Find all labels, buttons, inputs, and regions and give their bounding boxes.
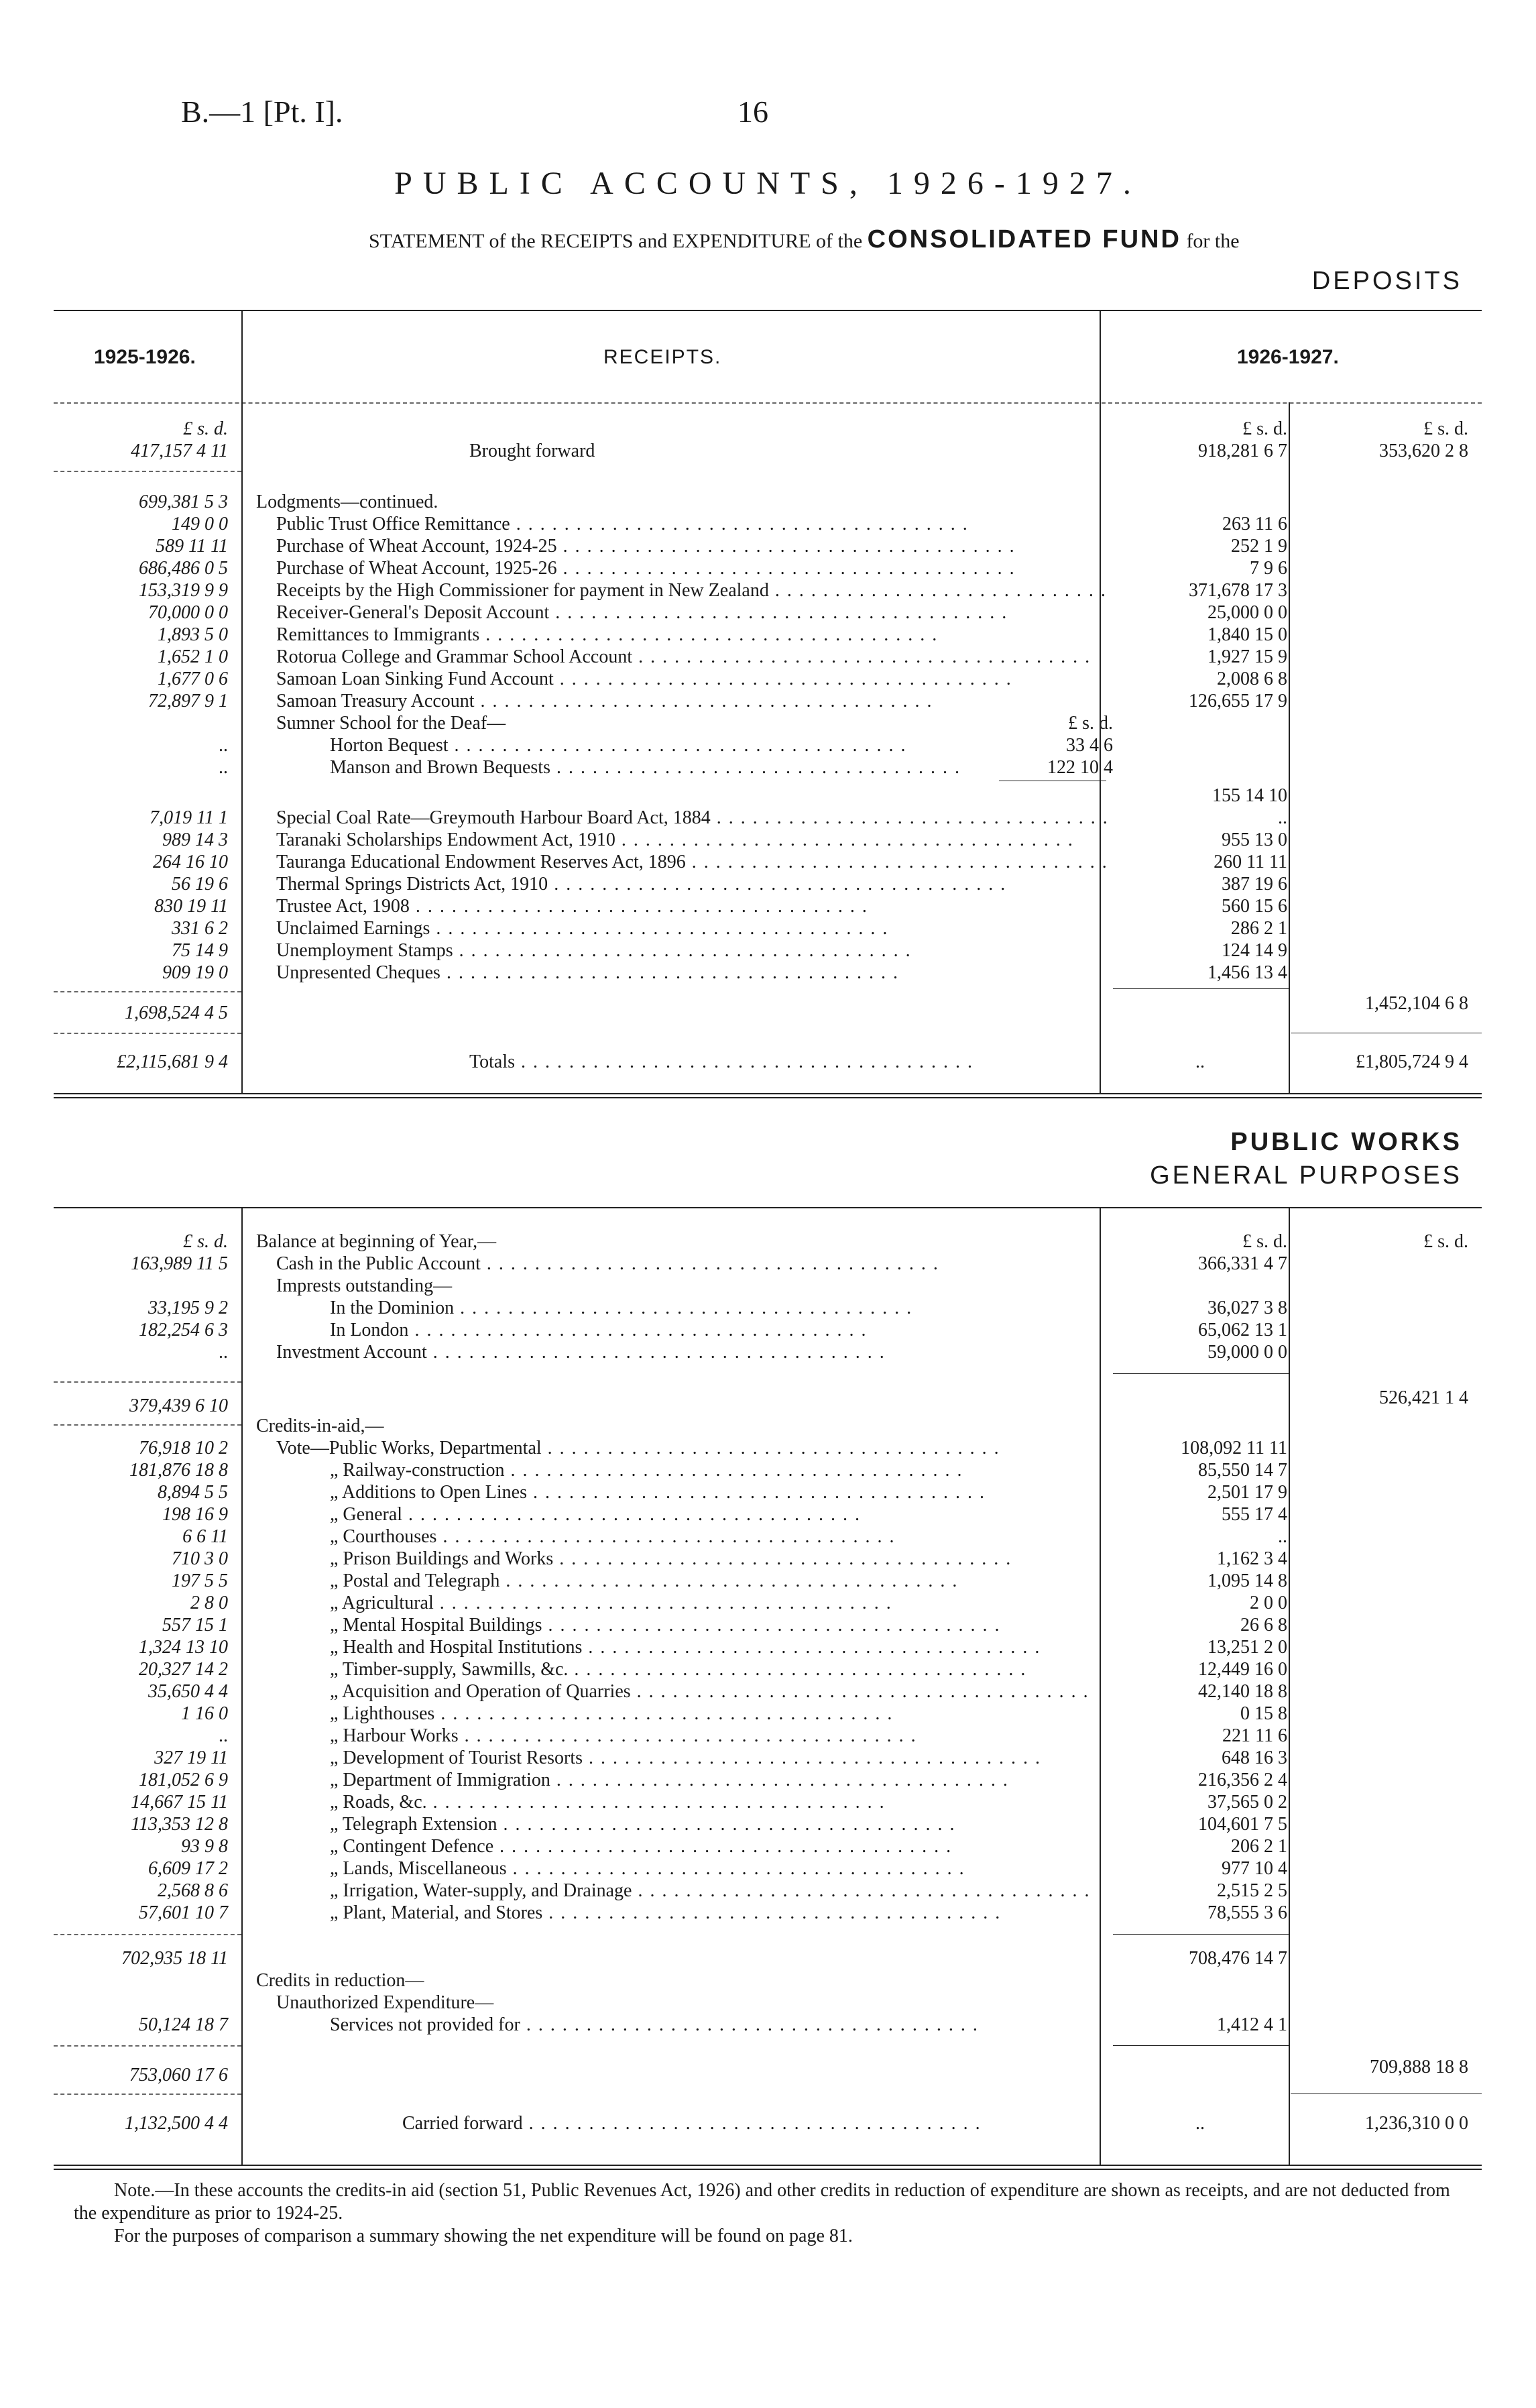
prev-amount: .. (219, 735, 228, 756)
amount: 126,655 17 9 (1189, 691, 1287, 711)
row-label: Rotorua College and Grammar School Account . . (276, 646, 1108, 668)
table-row (0, 1570, 1536, 1592)
subtitle-pre: STATEMENT of the RECEIPTS and EXPENDITURE of the (369, 230, 863, 252)
table-row (0, 1680, 1536, 1703)
prev-amount: 197 5 5 (172, 1570, 228, 1591)
table-row (0, 756, 1536, 779)
table-row (0, 873, 1536, 895)
subtitle-post: for the (1186, 230, 1240, 252)
amount: 1,456 13 4 (1207, 962, 1287, 983)
lsd-label: £ s. d. (1068, 713, 1113, 734)
section-label: Credits in reduction— (256, 1970, 424, 1991)
table-row (0, 807, 1536, 829)
table-row (0, 1437, 1536, 1459)
row-label: Unpresented Cheques . . (276, 962, 1108, 984)
amount: 252 1 9 (1231, 536, 1287, 557)
table-row (0, 1725, 1536, 1747)
amount: .. (1195, 2113, 1205, 2134)
table-row (0, 1636, 1536, 1658)
row-rule (54, 1934, 241, 1935)
amount: 918,281 6 7 (1198, 441, 1287, 461)
amount: 216,356 2 4 (1198, 1770, 1287, 1790)
table-row (0, 668, 1536, 690)
table-row (0, 1747, 1536, 1769)
table-row (0, 712, 1536, 734)
prev-amount: £2,115,681 9 4 (117, 1051, 228, 1072)
prev-amount: 2 8 0 (190, 1593, 228, 1613)
prev-amount: 198 16 9 (162, 1504, 228, 1525)
amount: 260 11 11 (1214, 852, 1287, 872)
prev-amount: .. (219, 1342, 228, 1363)
section-label: Credits-in-aid,— (256, 1416, 384, 1436)
row-label: Services not provided for . . (330, 2014, 1161, 2036)
amount: 2 0 0 (1250, 1593, 1287, 1613)
sub-rule (1113, 988, 1289, 989)
row-label: „ Courthouses . . (330, 1526, 1161, 1548)
table-row (0, 785, 1536, 807)
table-row (0, 2014, 1536, 2036)
table-row (0, 1791, 1536, 1813)
table-row (0, 1341, 1536, 1363)
table-row (0, 851, 1536, 873)
subtotal-row (0, 993, 1536, 1024)
amount: .. (1195, 1051, 1205, 1072)
table-row (0, 1658, 1536, 1680)
amount: 104,601 7 5 (1198, 1814, 1287, 1835)
totals-row (0, 1051, 1536, 1073)
prev-amount: 35,650 4 4 (148, 1681, 228, 1702)
subtotal-row (0, 1947, 1536, 1969)
amount: 648 16 3 (1222, 1747, 1287, 1768)
table-row (0, 1969, 1536, 1992)
row-label: Imprests outstanding— (276, 1275, 453, 1296)
table-row (0, 1548, 1536, 1570)
table2-bottom-rule-double (54, 2169, 1482, 2170)
prev-amount: 1,698,524 4 5 (125, 1002, 228, 1023)
row-label: Purchase of Wheat Account, 1924-25 . . (276, 535, 1108, 557)
amount: 206 2 1 (1231, 1836, 1287, 1857)
table-row (0, 690, 1536, 712)
prev-amount: 7,019 11 1 (150, 807, 228, 828)
row-label: „ Development of Tourist Resorts . . (330, 1747, 1161, 1769)
amount: 155 14 10 (1212, 785, 1287, 806)
amount: 78,555 3 6 (1207, 1902, 1287, 1923)
lsd-label: £ s. d. (1423, 1231, 1468, 1252)
row-label: Unclaimed Earnings . . (276, 917, 1108, 939)
amount: 2,501 17 9 (1207, 1482, 1287, 1503)
amount: 371,678 17 3 (1189, 580, 1287, 601)
table1-top-rule (54, 310, 1482, 311)
carried-forward-row (0, 2112, 1536, 2134)
prev-amount: 1 16 0 (181, 1703, 228, 1724)
prev-amount: 753,060 17 6 (129, 2065, 228, 2085)
amount: 42,140 18 8 (1198, 1681, 1287, 1702)
prev-amount: 113,353 12 8 (131, 1814, 228, 1835)
row-label: Carried forward . . (402, 2112, 1234, 2134)
prev-amount: 93 9 8 (181, 1836, 228, 1857)
table1-lsd-header (0, 418, 1536, 440)
col-header-1926-1927: 1926-1927. (1237, 346, 1339, 368)
table-row (0, 1857, 1536, 1880)
prev-amount: 379,439 6 10 (129, 1395, 228, 1416)
row-label: In London . . (330, 1319, 1161, 1341)
table-row (0, 1902, 1536, 1924)
amount: 25,000 0 0 (1207, 602, 1287, 623)
prev-amount: 1,324 13 10 (139, 1637, 228, 1658)
prev-amount: 710 3 0 (172, 1548, 228, 1569)
table-row (0, 1503, 1536, 1526)
prev-amount: 331 6 2 (172, 918, 228, 939)
sub-rule (1113, 1373, 1289, 1374)
section-title-deposits: DEPOSITS (1311, 267, 1462, 295)
table2-bottom-rule (54, 2165, 1482, 2166)
table2-lsd-header (0, 1230, 1536, 1253)
row-label: „ Lands, Miscellaneous . . (330, 1857, 1161, 1880)
amount: 0 15 8 (1240, 1703, 1287, 1724)
row-label: Vote—Public Works, Departmental . . (276, 1437, 1108, 1459)
row-label: „ Irrigation, Water-supply, and Drainage . . (330, 1880, 1161, 1902)
table-row (0, 1415, 1536, 1437)
prev-amount: 75 14 9 (172, 940, 228, 961)
subtotal-row (0, 1387, 1536, 1416)
row-label: Unemployment Stamps . . (276, 939, 1108, 962)
amount: 708,476 14 7 (1189, 1948, 1287, 1969)
row-label: „ Prison Buildings and Works . . (330, 1548, 1161, 1570)
table-row (0, 1526, 1536, 1548)
footnote-line-1: Note.—In these accounts the credits-in aid (section 51, Public Revenues Act, 1926) and other credits in reduction of expenditure are shown as receipts, and are not deducted from the expenditure as prior to 1924-25. (74, 2180, 1450, 2224)
amount: 2,008 6 8 (1217, 669, 1287, 689)
amount: 36,027 3 8 (1207, 1298, 1287, 1318)
amount: .. (1278, 1526, 1287, 1547)
prev-amount: 8,894 5 5 (158, 1482, 228, 1503)
row-label: Purchase of Wheat Account, 1925-26 . . (276, 557, 1108, 579)
prev-amount: 1,132,500 4 4 (125, 2113, 228, 2134)
prev-amount: 1,652 1 0 (158, 646, 228, 667)
amount: 560 15 6 (1222, 896, 1287, 917)
row-label: Sumner School for the Deaf— (276, 713, 506, 734)
table-row (0, 1813, 1536, 1835)
row-label: „ Agricultural . . (330, 1592, 1161, 1614)
prev-amount: 33,195 9 2 (148, 1298, 228, 1318)
row-label: Receipts by the High Commissioner for payment in New Zealand . . (276, 579, 1108, 601)
table-row (0, 601, 1536, 624)
document-reference: B.—1 [Pt. I]. (181, 95, 343, 129)
row-label: Taranaki Scholarships Endowment Act, 1910 . . (276, 829, 1108, 851)
sub-rule (1113, 1934, 1289, 1935)
table-row (0, 646, 1536, 668)
amount: 1,162 3 4 (1217, 1548, 1287, 1569)
column-total: 1,452,104 6 8 (1365, 993, 1468, 1014)
amount: 108,092 11 11 (1181, 1438, 1287, 1458)
table-row (0, 1253, 1536, 1275)
table-row (0, 1459, 1536, 1481)
row-label: Samoan Treasury Account . . (276, 690, 1108, 712)
row-rule (54, 2045, 241, 2047)
amount: 955 13 0 (1222, 829, 1287, 850)
table-row (0, 1481, 1536, 1503)
amount: 2,515 2 5 (1217, 1880, 1287, 1901)
prev-amount: 6,609 17 2 (148, 1858, 228, 1879)
prev-amount: 56 19 6 (172, 874, 228, 895)
amount: 65,062 13 1 (1198, 1320, 1287, 1340)
row-label: „ Telegraph Extension . . (330, 1813, 1161, 1835)
amount: 59,000 0 0 (1207, 1342, 1287, 1363)
row-label: In the Dominion . . (330, 1297, 1161, 1319)
prev-amount: 20,327 14 2 (139, 1659, 228, 1680)
table-row (0, 1592, 1536, 1614)
row-label: Receiver-General's Deposit Account . . (276, 601, 1108, 624)
table-row (0, 1275, 1536, 1297)
row-rule (54, 991, 241, 992)
row-label: Special Coal Rate—Greymouth Harbour Board Act, 1884 . . (276, 807, 1108, 829)
prev-amount: 557 15 1 (162, 1615, 228, 1636)
lsd-label: £ s. d. (1423, 418, 1468, 439)
table-row (0, 1880, 1536, 1902)
page-number: 16 (737, 95, 768, 129)
amount: 12,449 16 0 (1198, 1659, 1287, 1680)
row-rule (54, 1381, 241, 1383)
row-label: „ Plant, Material, and Stores . . (330, 1902, 1161, 1924)
row-label: Thermal Springs Districts Act, 1910 . . (276, 873, 1108, 895)
prev-amount: 70,000 0 0 (148, 602, 228, 623)
row-label: Samoan Loan Sinking Fund Account . . (276, 668, 1108, 690)
table-row (0, 939, 1536, 962)
table1-header-rule (54, 402, 1482, 404)
col-header-receipts: RECEIPTS. (603, 346, 722, 368)
amount: 124 14 9 (1222, 940, 1287, 961)
table-row (0, 491, 1536, 513)
prev-amount: 50,124 18 7 (139, 2014, 228, 2035)
column-total: £1,805,724 9 4 (1356, 1051, 1468, 1072)
amount: 286 2 1 (1231, 918, 1287, 939)
row-label: „ Postal and Telegraph . . (330, 1570, 1161, 1592)
lsd-label: £ s. d. (1242, 418, 1287, 439)
table-row (0, 513, 1536, 535)
section-label: Balance at beginning of Year,— (256, 1231, 497, 1252)
table-row (0, 962, 1536, 984)
amount: 555 17 4 (1222, 1504, 1287, 1525)
page-title: PUBLIC ACCOUNTS, 1926-1927. (394, 166, 1142, 201)
table-row (0, 1992, 1536, 2014)
amount: 366,331 4 7 (1198, 1253, 1287, 1274)
row-label: Manson and Brown Bequests . . (330, 756, 967, 779)
table1-bottom-rule (54, 1093, 1482, 1094)
row-label: Public Trust Office Remittance . . (276, 513, 1108, 535)
row-label: „ Additions to Open Lines . . (330, 1481, 1161, 1503)
row-label: „ General . . (330, 1503, 1161, 1526)
prev-amount: 686,486 0 5 (139, 558, 228, 579)
col-header-1925-1926: 1925-1926. (94, 346, 196, 368)
table-row (0, 829, 1536, 851)
prev-amount: 702,935 18 11 (121, 1948, 228, 1969)
section-label: Lodgments—continued. (256, 492, 438, 512)
table-row (0, 579, 1536, 601)
prev-amount: 6 6 11 (182, 1526, 228, 1547)
amount: .. (1278, 807, 1287, 828)
lsd-label: £ s. d. (183, 418, 228, 439)
column-total: 526,421 1 4 (1379, 1387, 1468, 1408)
sub-amount: 33 4 6 (1066, 735, 1113, 756)
section-subtitle-general-purposes: GENERAL PURPOSES (1150, 1161, 1462, 1190)
amount: 1,840 15 0 (1207, 624, 1287, 645)
row-label: „ Roads, &c. . . (330, 1791, 1161, 1813)
table-row (0, 895, 1536, 917)
prev-amount: 153,319 9 9 (139, 580, 228, 601)
row-rule (54, 471, 241, 472)
table-row (0, 734, 1536, 756)
amount: 37,565 0 2 (1207, 1792, 1287, 1813)
amount: 1,095 14 8 (1207, 1570, 1287, 1591)
lsd-label: £ s. d. (183, 1231, 228, 1252)
prev-amount: 327 19 11 (154, 1747, 228, 1768)
amount: 1,412 4 1 (1217, 2014, 1287, 2035)
table-row (0, 1319, 1536, 1341)
row-label: „ Department of Immigration . . (330, 1769, 1161, 1791)
row-rule (54, 2094, 241, 2095)
prev-amount: 181,876 18 8 (129, 1460, 228, 1481)
table2-top-rule (54, 1207, 1482, 1208)
prev-amount: 57,601 10 7 (139, 1902, 228, 1923)
prev-amount: 830 19 11 (154, 896, 228, 917)
table-row (0, 624, 1536, 646)
row-label: Brought forward (469, 441, 595, 461)
footnote-line-2: For the purposes of comparison a summary showing the net expenditure will be found on page 81. (114, 2226, 853, 2246)
row-label: Totals . . (469, 1051, 1301, 1073)
section-title-public-works: PUBLIC WORKS (1230, 1128, 1462, 1156)
prev-amount: 417,157 4 11 (131, 441, 228, 461)
table-row (0, 1614, 1536, 1636)
row-rule (54, 1033, 241, 1034)
prev-amount: 1,893 5 0 (158, 624, 228, 645)
prev-amount: 163,989 11 5 (131, 1253, 228, 1274)
statement-subtitle (369, 225, 1240, 254)
sub-rule (1113, 2045, 1289, 2046)
row-label: „ Contingent Defence . . (330, 1835, 1161, 1857)
row-label: Investment Account . . (276, 1341, 1108, 1363)
prev-amount: 182,254 6 3 (139, 1320, 228, 1340)
row-label: Trustee Act, 1908 . . (276, 895, 1108, 917)
amount: 26 6 8 (1240, 1615, 1287, 1636)
row-label: „ Harbour Works . . (330, 1725, 1161, 1747)
table-row (0, 535, 1536, 557)
amount: 387 19 6 (1222, 874, 1287, 895)
prev-amount: 1,677 0 6 (158, 669, 228, 689)
column-total: 709,888 18 8 (1370, 2057, 1468, 2077)
row-label: „ Mental Hospital Buildings . . (330, 1614, 1161, 1636)
prev-amount: 264 16 10 (153, 852, 228, 872)
row-label: Horton Bequest . . (330, 734, 967, 756)
sub-amount: 122 10 4 (1047, 757, 1113, 778)
table-row (0, 1703, 1536, 1725)
prev-amount: .. (219, 757, 228, 778)
prev-amount: 14,667 15 11 (131, 1792, 228, 1813)
row-label: „ Lighthouses . . (330, 1703, 1161, 1725)
amount: 1,927 15 9 (1207, 646, 1287, 667)
row-label: Cash in the Public Account . . (276, 1253, 1108, 1275)
row-label: Remittances to Immigrants . . (276, 624, 1108, 646)
row-label: „ Timber-supply, Sawmills, &c. . . (330, 1658, 1161, 1680)
amount: 13,251 2 0 (1207, 1637, 1287, 1658)
prev-amount: 149 0 0 (172, 514, 228, 534)
prev-amount: 589 11 11 (156, 536, 228, 557)
amount: 977 10 4 (1222, 1858, 1287, 1879)
table-row (0, 557, 1536, 579)
prev-amount: 989 14 3 (162, 829, 228, 850)
table-row (0, 1297, 1536, 1319)
column-total: 1,236,310 0 0 (1365, 2113, 1468, 2134)
prev-amount: 909 19 0 (162, 962, 228, 983)
prev-amount: 76,918 10 2 (139, 1438, 228, 1458)
section-label: Unauthorized Expenditure— (276, 1992, 494, 2013)
subtitle-fund: CONSOLIDATED FUND (867, 225, 1181, 253)
footnote (74, 2179, 1475, 2248)
prev-amount: 181,052 6 9 (139, 1770, 228, 1790)
row-label: „ Health and Hospital Institutions . . (330, 1636, 1161, 1658)
table-row (0, 1835, 1536, 1857)
row-label: „ Acquisition and Operation of Quarries . . (330, 1680, 1161, 1703)
prev-amount: 72,897 9 1 (148, 691, 228, 711)
row-label: „ Railway-construction . . (330, 1459, 1161, 1481)
table1-bottom-rule-double (54, 1097, 1482, 1098)
amount: 263 11 6 (1222, 514, 1287, 534)
table-row (0, 1769, 1536, 1791)
lsd-label: £ s. d. (1242, 1231, 1287, 1252)
subtotal-row (0, 2056, 1536, 2085)
table-row (0, 917, 1536, 939)
prev-amount: .. (219, 1725, 228, 1746)
row-label: Tauranga Educational Endowment Reserves Act, 1896 . . (276, 851, 1108, 873)
amount: 221 11 6 (1222, 1725, 1287, 1746)
prev-amount: 699,381 5 3 (139, 492, 228, 512)
brought-forward-row (0, 440, 1536, 462)
amount: 85,550 14 7 (1198, 1460, 1287, 1481)
prev-amount: 2,568 8 6 (158, 1880, 228, 1901)
column-total: 353,620 2 8 (1379, 441, 1468, 461)
amount: 7 9 6 (1250, 558, 1287, 579)
